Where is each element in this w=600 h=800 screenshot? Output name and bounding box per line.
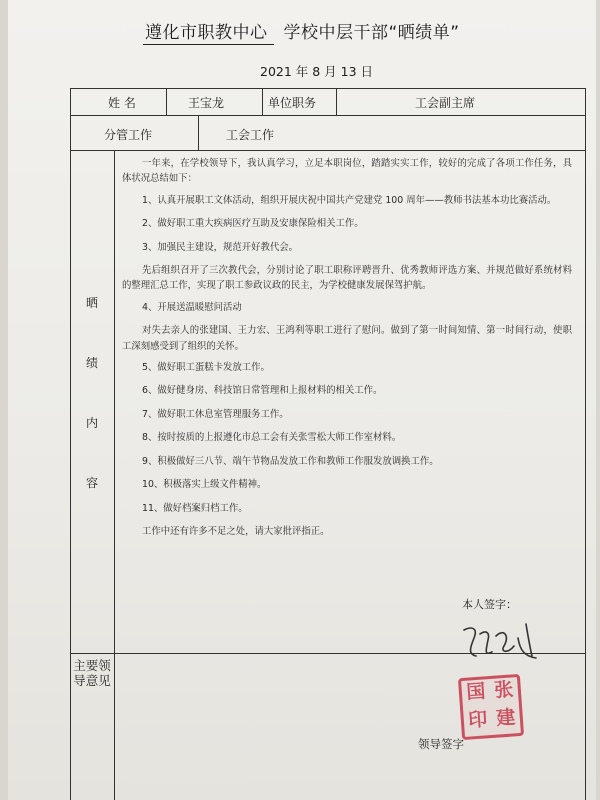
seal-char-1: 国 (465, 680, 487, 704)
content-item-8: 8、按时按质的上报遵化市总工会有关张雪松大师工作室材料。 (142, 432, 402, 444)
content-label-char-4: 容 (85, 476, 98, 490)
name-label: 姓 名 (108, 96, 136, 110)
document-sheet (8, 0, 596, 800)
charge-value: 工会工作 (226, 128, 275, 142)
content-item-3: 3、加强民主建设，规范开好教代会。 (142, 241, 298, 253)
charge-label: 分管工作 (104, 128, 153, 142)
content-item-4-detail: 对失去亲人的张建国、王力宏、王鸿利等职工进行了慰问。做到了第一时间知情、第一时间行动，使职工深刻感受到了组织的关怀。 (122, 325, 572, 352)
content-item-6: 6、做好健身房、科技馆日常管理和上报材料的相关工作。 (142, 385, 383, 397)
content-item-1: 1、认真开展职工文体活动，组织开展庆祝中国共产党建党 100 周年——教师书法基本功比赛活动。 (142, 194, 557, 206)
seal-char-2: 张 (493, 678, 515, 702)
row-divider-1 (70, 115, 586, 116)
position-label: 单位职务 (268, 96, 317, 110)
table-border-right (585, 88, 586, 800)
content-item-5: 5、做好职工蛋糕卡发放工作。 (142, 362, 270, 374)
content-label-char-3: 内 (85, 416, 98, 430)
document-date: 2021 年 8 月 13 日 (260, 64, 374, 79)
content-item-11: 11、做好档案归档工作。 (142, 502, 248, 514)
document-title (143, 18, 563, 45)
unit-name: 遵化市职教中心 (143, 18, 274, 45)
achievement-content (122, 156, 572, 545)
name-value: 王宝龙 (188, 96, 225, 110)
self-sign-label: 本人签字： (462, 598, 517, 611)
personal-seal (458, 674, 524, 740)
doc-title: 学校中层干部“晒绩单” (283, 23, 460, 43)
content-closing: 工作中还有许多不足之处，请大家批评指正。 (142, 525, 330, 537)
row-divider-2 (70, 150, 586, 151)
content-label-char-2: 绩 (85, 356, 98, 370)
record-table (70, 88, 586, 800)
handwritten-signature (458, 616, 548, 662)
col-divider-a (166, 88, 167, 115)
table-border-left (70, 88, 71, 800)
content-item-9: 9、积极做好三八节、端午节物品发放工作和教师工作服发放调换工作。 (142, 455, 439, 467)
content-item-7: 7、做好职工休息室管理服务工作。 (142, 408, 289, 420)
seal-char-4: 建 (495, 706, 517, 730)
content-item-3-detail: 先后组织召开了三次教代会，分别讨论了职工职称评聘晋升、优秀教师评选方案、并规范做好系统材料的整理汇总工作，实现了职工参政议政的民主，为学校健康发展保驾护航。 (122, 265, 572, 292)
leader-opinion-label: 主要领导意见 (73, 658, 111, 688)
col-divider-b (262, 88, 263, 115)
content-item-4: 4、开展送温暖慰问活动 (142, 301, 242, 313)
seal-char-3: 印 (467, 708, 489, 732)
content-label-char-1: 晒 (85, 296, 98, 310)
leader-sign-label: 领导签字 (418, 737, 464, 751)
position-value: 工会副主席 (415, 96, 476, 110)
col-divider-c (336, 88, 337, 115)
table-border-top (70, 88, 586, 89)
content-item-10: 10、积极落实上级文件精神。 (142, 479, 267, 491)
label-column-divider (114, 150, 115, 800)
content-item-2: 2、做好职工重大疾病医疗互助及安康保险相关工作。 (142, 218, 364, 230)
col-divider-d (198, 115, 199, 150)
content-intro: 一年来，在学校领导下，我认真学习，立足本职岗位，踏踏实实工作，较好的完成了各项工作任务，具体状况总结如下： (122, 158, 572, 185)
